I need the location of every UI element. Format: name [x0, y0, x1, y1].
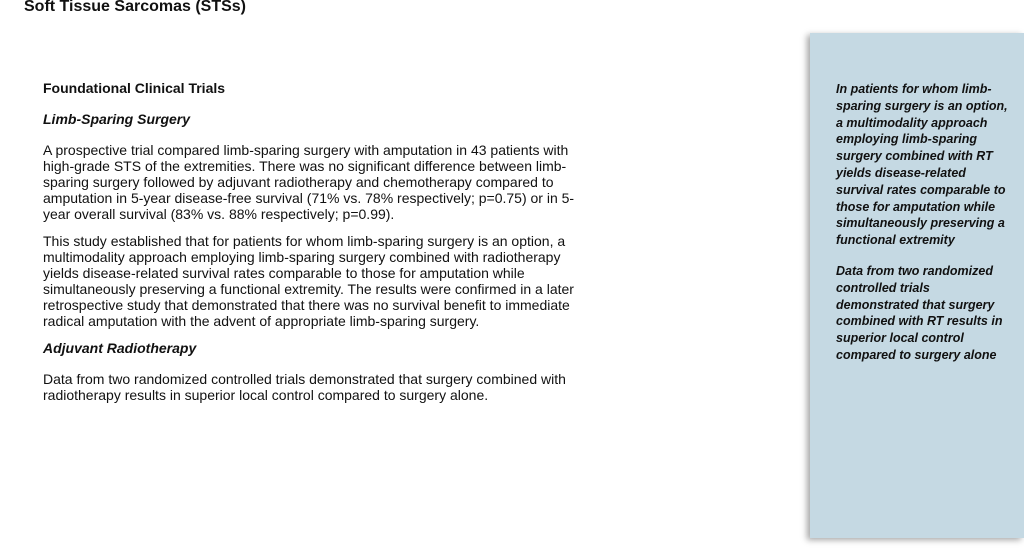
paragraph: A prospective trial compared limb-sparing surgery with amputation in 43 patients with high-grade STS of the extremities. There was no significant difference between limb-sparing surgery followed by adjuvant radiotherapy and chemotherapy compared to amputation in 5-year disease-free survival (71% vs. 78% respectively; p=0.75) or in 5-year overall survival (83% vs. 88% respectively; p=0.99).: [43, 142, 575, 222]
paragraph: This study established that for patients for whom limb-sparing surgery is an option, a multimodality approach employing limb-sparing surgery combined with radiotherapy yields disease-related survival rates comparable to those for amputation while simultaneously preserving a functional extremity. The results were confirmed in a later retrospective study that demonstrated that there was no survival benefit to immediate radical amputation with the advent of appropriate limb-sparing surgery.: [43, 233, 574, 329]
paragraph: Data from two randomized controlled trials demonstrated that surgery combined with radiotherapy results in superior local control compared to surgery alone.: [43, 371, 566, 403]
main-content: [43, 80, 588, 414]
section-limb-sparing-surgery: [43, 111, 588, 329]
subheading-adjuvant-radiotherapy: Adjuvant Radiotherapy: [43, 340, 197, 356]
section-adjuvant-radiotherapy: [43, 340, 588, 403]
key-points-sidebar: [810, 33, 1024, 538]
subheading-limb-sparing-surgery: Limb-Sparing Surgery: [43, 111, 191, 127]
section-heading: Foundational Clinical Trials: [43, 80, 226, 96]
callout-text: Data from two randomized controlled trials demonstrated that surgery combined with RT results in superior local control compared to surgery alone: [836, 263, 1003, 362]
callout-text: In patients for whom limb-sparing surgery is an option, a multimodality approach employing limb-sparing surgery combined with RT yields disease-related survival rates comparable to those for amputation while simultaneously preserving a functional extremity: [836, 82, 1008, 248]
page-title: Soft Tissue Sarcomas (STSs): [24, 0, 246, 15]
